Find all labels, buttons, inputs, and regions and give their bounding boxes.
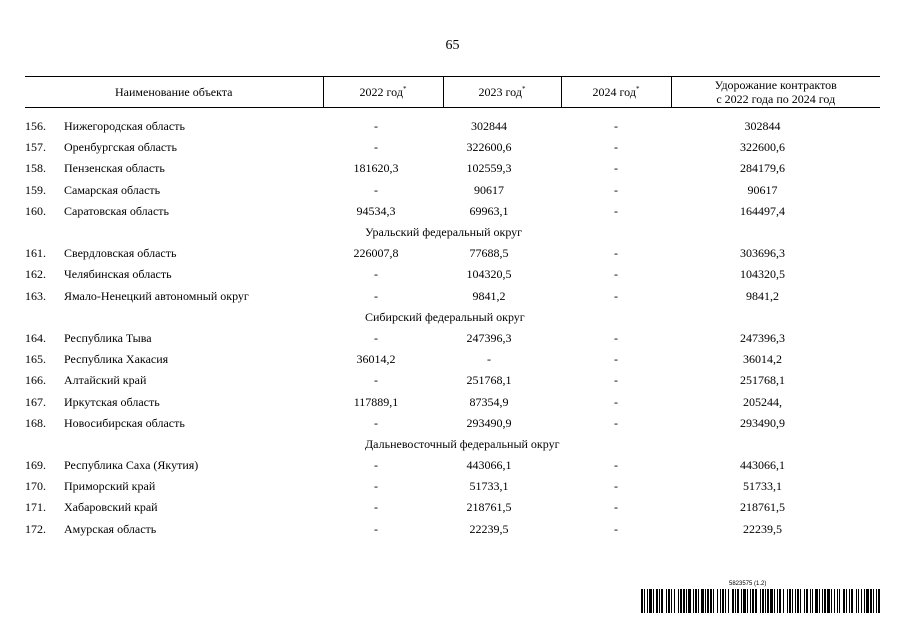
cost-increase-table [25,76,880,540]
barcode-bar [743,589,746,613]
barcode-bar [795,589,796,613]
table-row [25,201,880,222]
section-row [25,434,880,455]
value-2022: 36014,2 [356,352,396,367]
value-2023: 22239,5 [469,521,509,536]
value-2023: 9841,2 [472,288,506,303]
row-number: 170. [25,479,46,494]
object-name: Свердловская область [64,246,177,261]
value-2022: 181620,3 [353,161,399,176]
barcode-bar [659,589,660,613]
table-row [25,370,880,391]
footnote-mark: * [635,85,640,93]
barcode-bar [701,589,704,613]
value-2022: - [374,521,378,536]
value-2022: - [374,288,378,303]
value-2022: - [374,500,378,515]
value-2024: - [614,246,618,261]
object-name: Алтайский край [64,373,147,388]
object-name-cell [25,286,323,307]
value-total: 302844 [744,119,781,134]
value-2022: - [374,415,378,430]
object-name-cell [25,137,323,158]
barcode-bar [858,589,859,613]
table-row [25,286,880,307]
table-row [25,391,880,412]
section-row [25,307,880,328]
barcode-bar [735,589,736,613]
object-name: Ямало-Ненецкий автономный округ [64,288,249,303]
header-2024-label: 2024 год [592,85,636,99]
object-name-cell [25,497,323,518]
value-2024: - [614,288,618,303]
barcode-bar [812,589,813,613]
row-number: 164. [25,330,46,345]
barcode-bar [686,589,687,613]
spacer-row [25,108,880,117]
barcode-bar [837,589,838,613]
barcode-code: 5823575 (1.2) [729,581,767,587]
row-number: 171. [25,500,46,515]
row-number: 160. [25,203,46,218]
barcode-bar [827,589,830,613]
value-total: 104320,5 [740,267,785,282]
table-row [25,158,880,179]
barcode-bar [661,589,663,613]
object-name: Приморский край [64,479,156,494]
barcode-bar [767,589,769,613]
object-name-cell [25,201,323,222]
value-2022: - [374,140,378,155]
row-number: 163. [25,288,46,303]
object-name-cell [25,370,323,391]
value-2022: 226007,8 [353,246,399,261]
barcode-bar [656,589,658,613]
barcode-bar [747,589,748,613]
value-2024: - [614,373,618,388]
section-title: Уральский федеральный округ [365,225,523,240]
barcode-bar [728,589,729,613]
header-2022 [323,77,443,108]
value-total: 218761,5 [740,500,785,515]
barcode-bar [710,589,712,613]
barcode-bar [834,589,835,613]
value-2023: 302844 [471,119,507,134]
barcode-bar [873,589,874,613]
value-2023: 247396,3 [466,330,512,345]
value-2023: - [487,352,491,367]
object-name-cell [25,391,323,412]
object-name-cell [25,243,323,264]
barcode-bar [683,589,685,613]
barcode-bar [878,589,880,613]
object-name: Хабаровский край [64,500,158,515]
page-number: 65 [445,38,460,53]
value-2023: 104320,5 [466,267,512,282]
value-2024: - [614,182,618,197]
barcode-bar [792,589,793,613]
barcode-bar [856,589,857,613]
value-2024: - [614,203,618,218]
barcode-bar [846,589,847,613]
barcode-image [641,589,881,613]
barcode-bar [831,589,832,613]
barcode-bar [810,589,811,613]
value-total: 36014,2 [743,352,782,367]
barcode-bar [760,589,761,613]
section-title: Сибирский федеральный округ [365,309,525,324]
row-number: 169. [25,458,46,473]
value-total: 51733,1 [743,479,782,494]
value-total: 247396,3 [740,330,785,345]
table-row [25,328,880,349]
row-number: 172. [25,521,46,536]
table-row [25,455,880,476]
barcode-bar [787,589,788,613]
barcode-bar [806,589,808,613]
table-row [25,476,880,497]
barcode-bar [674,589,675,613]
object-name: Пензенская область [64,161,165,176]
value-2022: - [374,458,378,473]
barcode-bar [755,589,757,613]
barcode-bar [750,589,751,613]
row-number: 158. [25,161,46,176]
barcode-bar [725,589,726,613]
footnote-mark: * [402,85,407,93]
barcode-bar [641,589,643,613]
barcode-bar [804,589,805,613]
barcode-bar [644,589,645,613]
object-name: Оренбургская область [64,140,177,155]
object-name-cell [25,455,323,476]
table-row [25,137,880,158]
value-2022: - [374,119,378,134]
table-row [25,497,880,518]
barcode-bar [783,589,784,613]
barcode-bar [861,589,862,613]
value-2024: - [614,330,618,345]
table-row [25,116,880,137]
barcode-bar [688,589,691,613]
value-total: 293490,9 [740,415,785,430]
object-name-cell [25,476,323,497]
barcode-bar [843,589,845,613]
value-2024: - [614,521,618,536]
value-total: 164497,4 [740,203,785,218]
barcode-bar [717,589,718,613]
object-name: Саратовская область [64,203,170,218]
barcode-bar [762,589,764,613]
value-2022: - [374,373,378,388]
barcode-bar [819,589,820,613]
table-row [25,349,880,370]
barcode-bar [737,589,739,613]
row-number: 168. [25,415,46,430]
row-number: 161. [25,246,46,261]
header-object-name: Наименование объекта [25,77,323,108]
table-row [25,180,880,201]
object-name-cell [25,116,323,137]
barcode-bar [693,589,694,613]
value-total: 303696,3 [740,246,785,261]
barcode-bar [720,589,721,613]
barcode-bar [779,589,781,613]
value-2024: - [614,500,618,515]
object-name-cell [25,180,323,201]
value-2024: - [614,352,618,367]
header-2024 [561,77,671,108]
row-number: 159. [25,182,46,197]
barcode-bar [815,589,818,613]
value-2023: 293490,9 [466,415,512,430]
barcode-bar [864,589,865,613]
value-total: 22239,5 [743,521,782,536]
barcode-bar [680,589,682,613]
value-2022: - [374,182,378,197]
value-total: 322600,6 [740,140,785,155]
barcode-bar [774,589,775,613]
value-2022: - [374,330,378,345]
barcode-bar [824,589,826,613]
row-number: 162. [25,267,46,282]
barcode-bar [800,589,801,613]
barcode-bar [866,589,869,613]
barcode-bar [695,589,697,613]
barcode-bar [741,589,742,613]
barcode-bar [777,589,778,613]
value-2024: - [614,267,618,282]
barcode-bar [678,589,679,613]
barcode-bar [765,589,766,613]
barcode-bar [698,589,699,613]
header-2022-label: 2022 год [359,85,403,99]
object-name: Самарская область [64,182,161,197]
value-2023: 322600,6 [466,140,512,155]
table-row [25,264,880,285]
row-number: 165. [25,352,46,367]
value-2022: - [374,479,378,494]
value-2024: - [614,479,618,494]
value-2023: 69963,1 [469,203,509,218]
barcode-bar [732,589,734,613]
barcode-bar [789,589,791,613]
row-number: 167. [25,394,46,409]
barcode-bar [797,589,799,613]
barcode-bar [649,589,652,613]
value-2023: 77688,5 [469,246,509,261]
barcode-bar [671,589,672,613]
value-2023: 87354,9 [469,394,509,409]
value-2023: 251768,1 [466,373,512,388]
object-name-cell [25,328,323,349]
header-2023-label: 2023 год [478,85,522,99]
table-row [25,243,880,264]
barcode-bar [822,589,823,613]
barcode-bar [647,589,648,613]
object-name: Республика Саха (Якутия) [64,458,199,473]
value-total: 443066,1 [740,458,785,473]
value-2024: - [614,161,618,176]
barcode-bar [707,589,709,613]
barcode-bar [849,589,850,613]
object-name-cell [25,413,323,434]
object-name: Иркутская область [64,394,160,409]
value-total: 284179,6 [740,161,785,176]
barcode-bar [870,589,872,613]
value-2024: - [614,415,618,430]
table-header-row [25,77,880,108]
value-2024: - [614,458,618,473]
barcode-bar [668,589,670,613]
value-2024: - [614,394,618,409]
value-2023: 90617 [474,182,504,197]
header-2023 [443,77,561,108]
value-2022: 94534,3 [356,203,396,218]
barcode-bar [666,589,667,613]
object-name-cell [25,264,323,285]
section-title: Дальневосточный федеральный округ [365,436,560,451]
barcode-label [641,581,881,615]
object-name-cell [25,349,323,370]
section-row [25,222,880,243]
object-name-cell [25,158,323,179]
value-2023: 218761,5 [466,500,512,515]
value-total: 205244, [743,394,782,409]
object-name: Амурская область [64,521,157,536]
value-total: 90617 [747,182,778,197]
object-name: Республика Тыва [64,330,152,345]
header-total-line1: Удорожание контрактов [714,78,837,92]
value-2023: 51733,1 [469,479,509,494]
barcode-bar [876,589,877,613]
value-2024: - [614,140,618,155]
value-total: 251768,1 [740,373,785,388]
barcode-bar [752,589,754,613]
barcode-bar [713,589,714,613]
table-row [25,413,880,434]
object-name: Новосибирская область [64,415,185,430]
value-2022: 117889,1 [353,394,399,409]
barcode-bar [722,589,724,613]
value-total: 9841,2 [746,288,779,303]
object-name: Нижегородская область [64,119,185,134]
value-2023: 443066,1 [466,458,512,473]
header-total-line2: с 2022 года по 2024 год [716,92,836,106]
value-2024: - [614,119,618,134]
row-number: 156. [25,119,46,134]
header-cost-increase [671,77,880,108]
object-name: Челябинская область [64,267,172,282]
row-number: 166. [25,373,46,388]
table-row [25,519,880,540]
row-number: 157. [25,140,46,155]
barcode-bar [839,589,840,613]
object-name-cell [25,519,323,540]
footnote-mark: * [521,85,526,93]
value-2022: - [374,267,378,282]
table-body [25,108,880,540]
barcode-bar [851,589,853,613]
object-name: Республика Хакасия [64,352,169,367]
barcode-bar [770,589,773,613]
barcode-bar [653,589,654,613]
barcode-bar [705,589,706,613]
value-2023: 102559,3 [466,161,512,176]
